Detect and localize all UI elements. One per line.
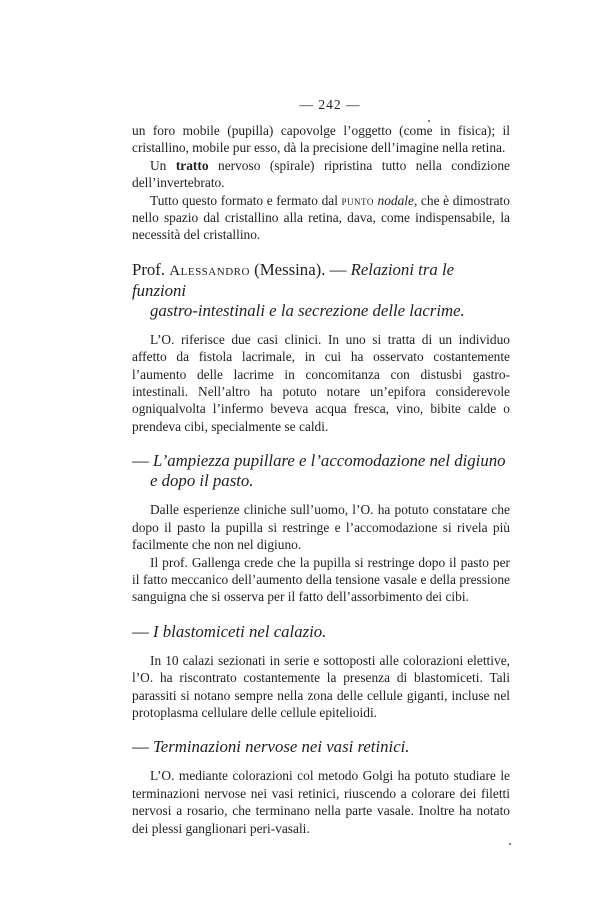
section-title-line-1: L’ampiezza pupillare e l’accomodazione nel digiuno — [152, 451, 506, 471]
speaker-name: Alessandro — [169, 262, 250, 279]
section-heading-relazioni — [132, 260, 510, 321]
page-content — [132, 97, 510, 837]
intro-paragraph-1: un foro mobile (pupilla) capovolge l’oggetto (come in fisica); il cristallino, mobile pur esso, dà la precisione dell’imagine nella retina. — [132, 123, 510, 156]
section-heading-terminazioni — [132, 737, 510, 757]
intro-p2-start: Un — [150, 157, 176, 173]
intro-p3-start: Tutto questo formato e fermato dal — [150, 192, 342, 208]
intro-italic-term: nodale — [377, 192, 414, 208]
heading-dash: — — [132, 451, 153, 471]
intro-paragraph-3 — [132, 192, 510, 244]
intro-bold-term: tratto — [175, 157, 209, 173]
section-heading-blastomiceti — [132, 622, 510, 642]
section-heading-ampiezza — [132, 451, 510, 491]
section-title: Terminazioni nervose nei vasi retinici. — [152, 737, 410, 757]
speck-mark — [509, 843, 511, 845]
speck-mark — [428, 120, 430, 122]
speaker-city: (Messina). — — [249, 259, 351, 279]
intro-paragraph-2 — [132, 157, 510, 192]
section-body-ampiezza-1: Dalle esperienze cliniche sull’uomo, l’O. ha potuto constatare che dopo il pasto la pupilla si restringe e l’accomodazione si rivela più facilmente che non nel digiuno. — [132, 502, 510, 553]
speaker-title: Prof. — [132, 259, 170, 279]
section-body-relazioni: L’O. riferisce due casi clinici. In uno si tratta di un individuo affetto da fistola lacrimale, in cui ha osservato costantemente l’aumento delle lacrime in concomitanza con distusbi gastro-intestinali. Nell’altro ha potuto notare un’epifora considerevole ogniqualvolta l’infermo beveva acqua fresca, vino, bibite calde o prendeva cibi, specialmente se caldi. — [132, 331, 510, 434]
intro-p3-end: , che è dimostrato nello spazio dal cristallino alla retina, dava, come indispensabile, la necessità del cristallino. — [132, 192, 510, 243]
section-body-blastomiceti: In 10 calazi sezionati in serie e sottoposti alle colorazioni elettive, l’O. ha riscontrato costantemente la presenza di blastomiceti. Tali parassiti si notano sempre nella zona delle cellule giganti, incluse nel protoplasma cellulare delle cellule epitelioidi. — [132, 652, 510, 720]
heading-dash: — — [132, 621, 153, 641]
section-title-line-1: Relazioni tra le funzioni — [132, 259, 455, 300]
intro-smallcaps-term: punto — [341, 192, 374, 208]
page-number: — 242 — — [299, 97, 361, 112]
heading-dash: — — [132, 737, 153, 757]
section-title: I blastomiceti nel calazio. — [152, 621, 327, 641]
section-title-line-2: e dopo il pasto. — [150, 471, 254, 491]
section-title-line-2: gastro-intestinali e la secrezione delle lacrime. — [150, 300, 465, 320]
intro-p2-end: nervoso (spirale) ripristina tutto nella condizione dell’invertebrato. — [132, 157, 510, 191]
section-body-ampiezza-2: Il prof. Gallenga crede che la pupilla si restringe dopo il pasto per il fatto meccanico dell’aumento della tensione vasale e della pressione sanguigna che si osserva per il fatto dell’assorbimento dei cibi. — [132, 554, 510, 605]
section-body-terminazioni: L’O. mediante colorazioni col metodo Golgi ha potuto studiare le terminazioni nervose nei vasi retinici, riuscendo a colorare dei filetti nervosi a rosario, che terminano nella parte vasale. Inoltre ha notato dei plessi ganglionari peri-vasali. — [132, 768, 510, 836]
